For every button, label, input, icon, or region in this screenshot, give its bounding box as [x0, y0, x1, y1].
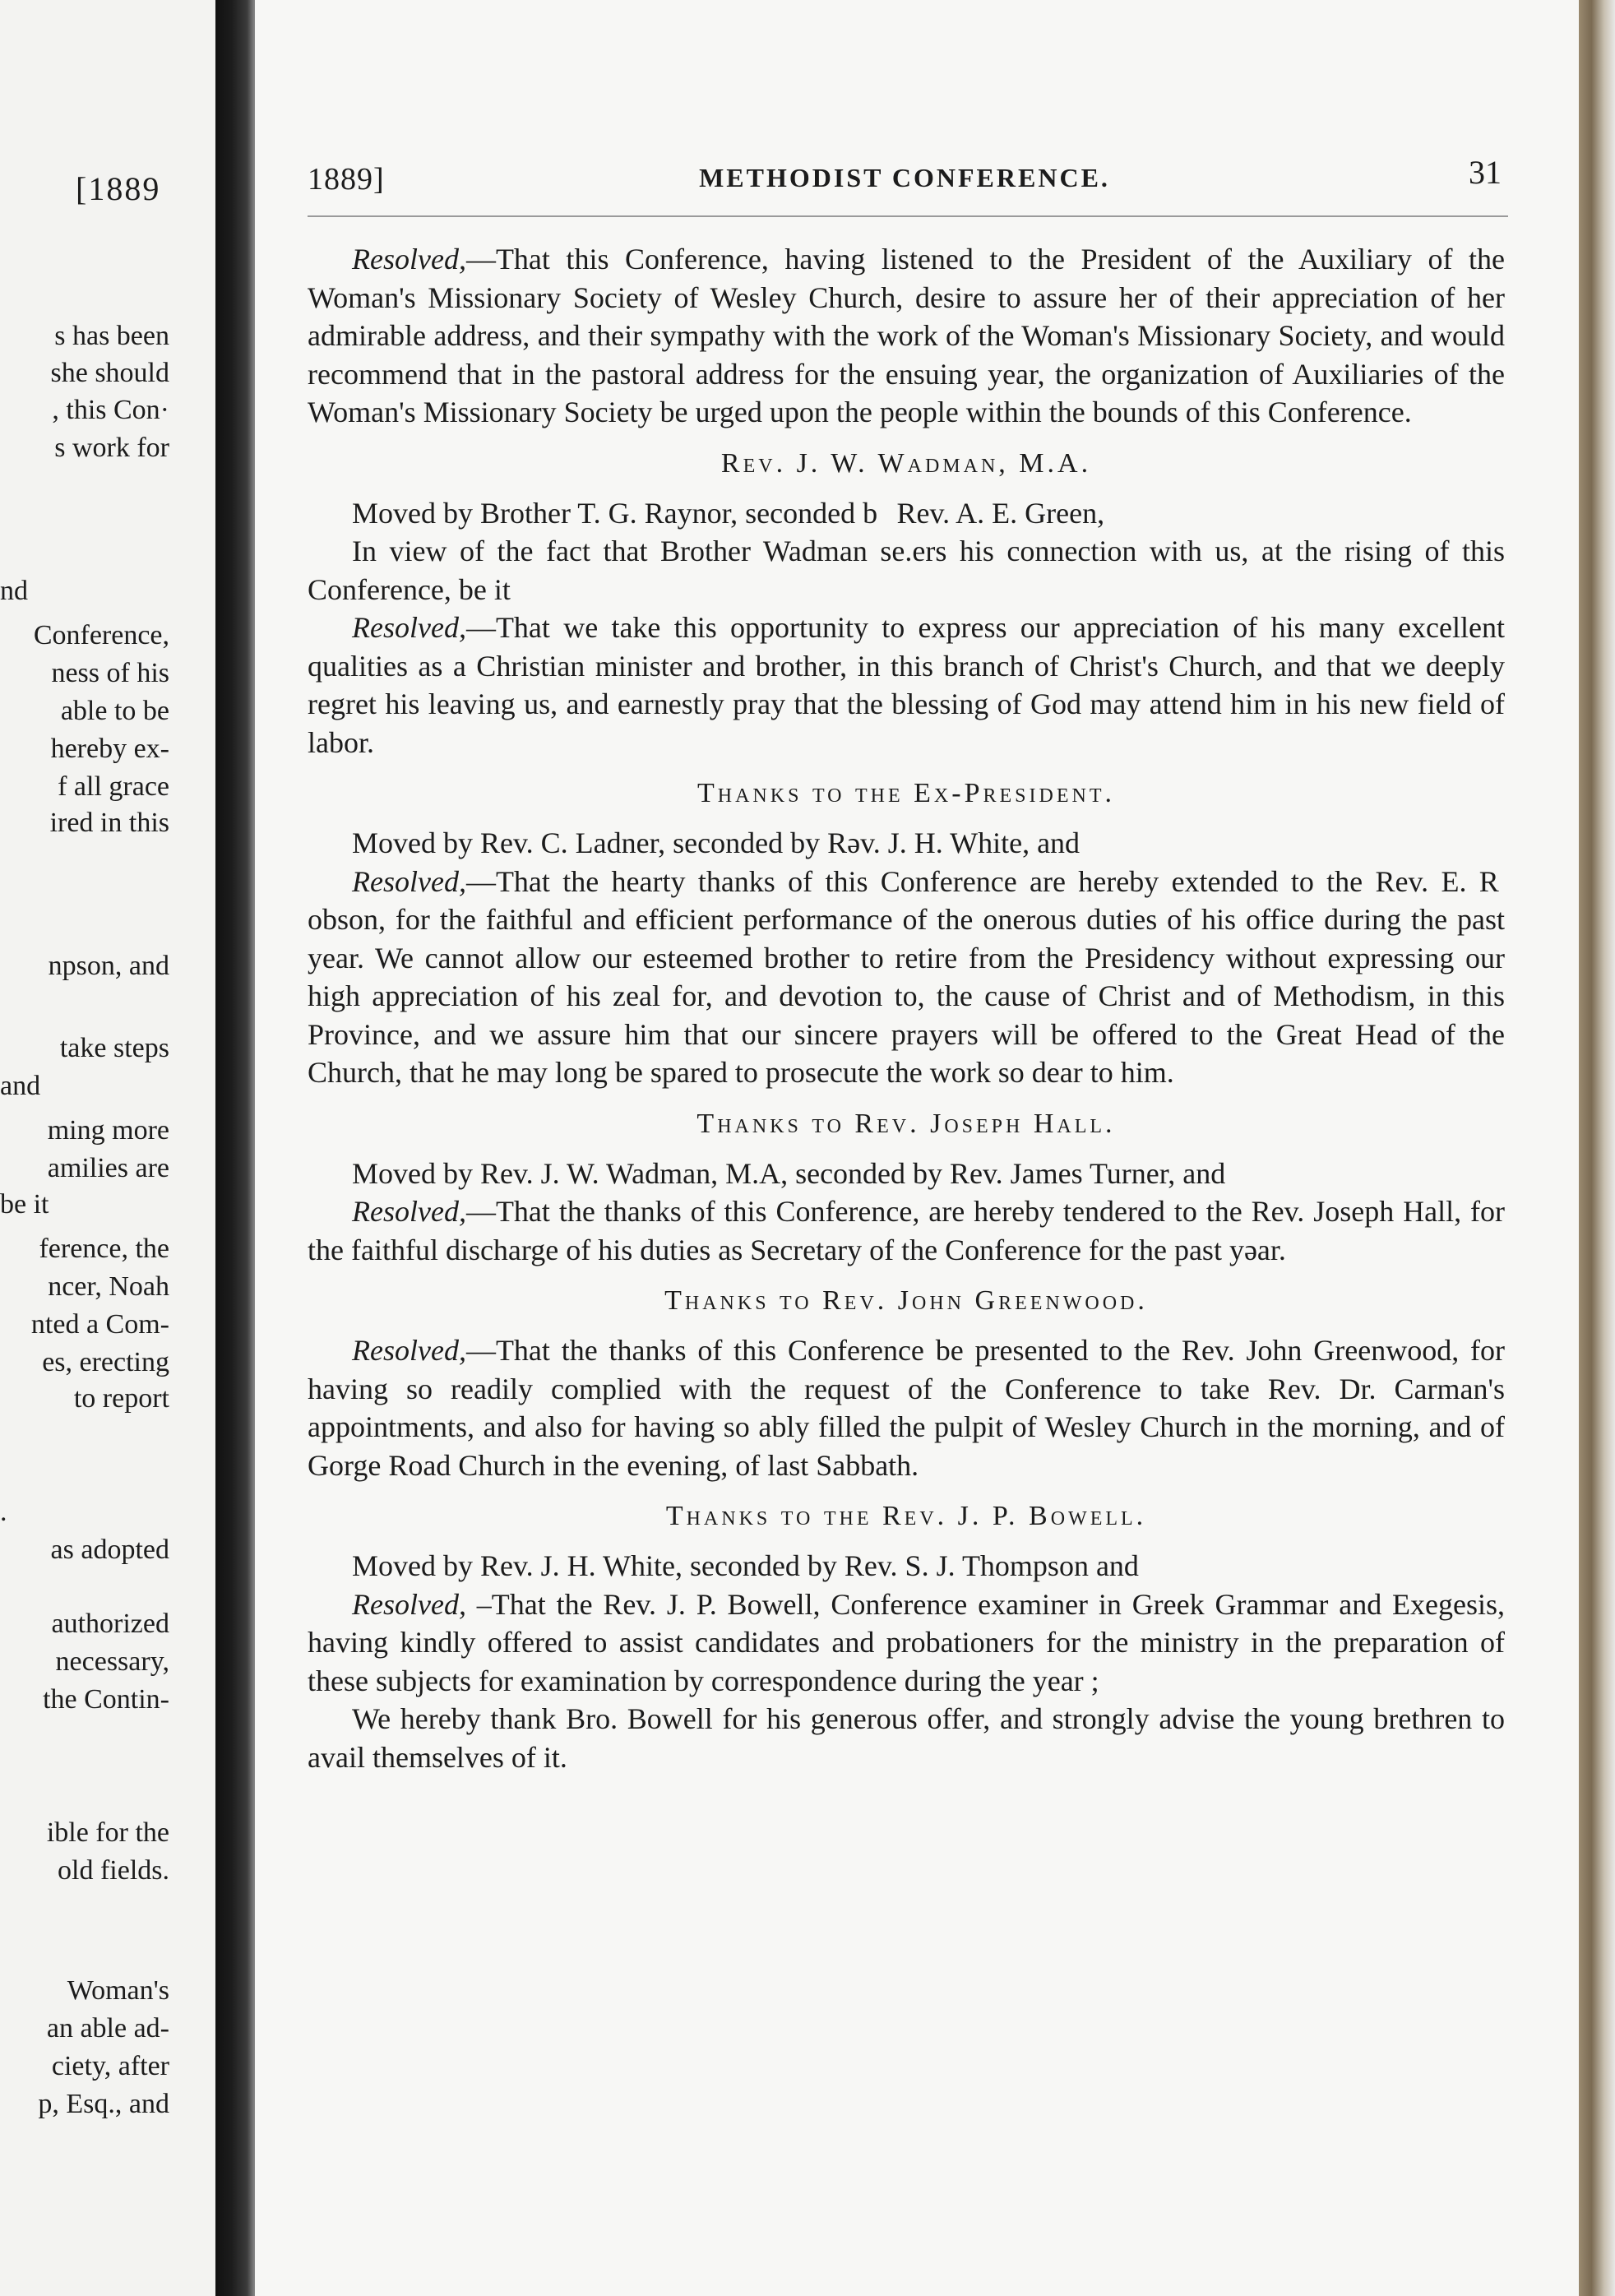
left-page-line: able to be — [60, 696, 169, 726]
section-heading: Thanks to Rev. Joseph Hall. — [696, 1108, 1116, 1139]
paragraph-text: —That the hearty thanks of this Conference are hereby extended to the Rev. E. R obson, for the faithful and efficient performance of the onerous duties of his office during the past year. We cannot allow our esteemed brother to retire from the Presidency without expressing our high appreciation of his zeal for, and devotion to, the cause of Christ and of Methodism, in this Province, and we assure him that our sincere prayers will be offered to the Great Head of the Church, that he may long be spared to prosecute the work so dear to him. — [308, 864, 1505, 1089]
header-year: 1889] — [308, 162, 385, 197]
left-page-line: ired in this — [49, 808, 169, 838]
section-heading: Thanks to the Ex-President. — [697, 778, 1115, 808]
page-number: 31 — [1469, 154, 1502, 191]
paragraph-text: —That we take this opportunity to express our appreciation of his many excellent qualities as a Christian minister and brother, in this branch of Christ's Church, and that we deeply regret his leaving us, and earnestly pray that the blessing of God may attend him in his new field of labor. — [308, 611, 1505, 759]
page-body — [308, 240, 1505, 1776]
page-edge — [1579, 0, 1615, 2296]
left-page-line: es, erecting — [42, 1347, 169, 1377]
paragraph-text: –That the Rev. J. P. Bowell, Conference examiner in Greek Grammar and Exegesis, having kindly offered to assist candidates and probationers for the ministry in the preparation of these subjects for examination by correspondence during the year ; — [308, 1587, 1505, 1697]
section-heading: Thanks to the Rev. J. P. Bowell. — [665, 1501, 1147, 1531]
left-page-line: amilies are — [47, 1153, 169, 1183]
left-page-line: old fields. — [58, 1855, 169, 1886]
left-page-line: nted a Com- — [30, 1309, 169, 1340]
left-page-line: nd — [0, 576, 28, 606]
paragraph — [308, 494, 1505, 533]
left-page-line: ible for the — [46, 1817, 169, 1848]
left-page-line: ness of his — [51, 658, 169, 688]
paragraph-text: —That the thanks of this Conference, are hereby tendered to the Rev. Joseph Hall, for the faithful discharge of his duties as Secretary of the Conference for the past yəar. — [308, 1195, 1505, 1266]
paragraph — [308, 1585, 1505, 1701]
left-page-line: ming more — [47, 1115, 169, 1146]
left-page-line: . — [0, 1497, 7, 1527]
paragraph — [308, 824, 1505, 863]
paragraph-text: We hereby thank Bro. Bowell for his generous offer, and strongly advise the young brethren to avail themselves of it. — [308, 1702, 1505, 1774]
left-page-line: and — [0, 1071, 41, 1101]
left-page-line: an able ad- — [46, 2013, 169, 2044]
left-page-line: to report — [73, 1383, 169, 1414]
paragraph — [308, 240, 1505, 432]
left-page-line: npson, and — [48, 951, 169, 981]
paragraph — [308, 609, 1505, 761]
resolved-lead: Resolved, — [352, 1334, 466, 1367]
paragraph — [308, 1547, 1505, 1585]
left-page-line: she should — [50, 358, 169, 388]
left-page-line: as adopted — [50, 1535, 169, 1565]
paragraph — [308, 1700, 1505, 1776]
left-page-line: hereby ex- — [50, 734, 169, 764]
paragraph — [308, 1155, 1505, 1193]
section-heading: Thanks to Rev. John Greenwood. — [664, 1285, 1148, 1316]
paragraph-text: Moved by Rev. J. H. White, seconded by Rev. S. J. Thompson and — [352, 1549, 1139, 1582]
left-page-line: f all grace — [58, 771, 169, 802]
resolved-lead: Resolved, — [352, 1195, 466, 1228]
section-heading: Rev. J. W. Wadman, M.A. — [720, 447, 1092, 479]
left-page-line: ncer, Noah — [48, 1271, 169, 1302]
left-page-line: necessary, — [55, 1646, 169, 1677]
left-page-line: Woman's — [67, 1975, 169, 2006]
paragraph-text: Moved by Rev. J. W. Wadman, M.A, seconded by Rev. James Turner, and — [352, 1156, 1226, 1190]
right-page — [255, 0, 1587, 2296]
left-page-line: s work for — [54, 433, 169, 463]
resolved-lead: Resolved, — [352, 864, 466, 898]
left-page-line: be it — [0, 1189, 49, 1220]
paragraph — [308, 1192, 1505, 1269]
header-title: METHODIST CONFERENCE. — [699, 163, 1110, 192]
left-page-line: s has been — [54, 321, 169, 351]
resolved-lead: Resolved, — [352, 243, 466, 275]
paragraph — [308, 1331, 1505, 1484]
paragraph-text: Moved by Rev. C. Ladner, seconded by Rəv. J. H. White, and — [352, 826, 1081, 859]
left-page-line: , this Con· — [52, 395, 169, 425]
left-page-line: the Contin- — [43, 1684, 169, 1715]
paragraph-text: In view of the fact that Brother Wadman se.ers his connection with us, at the rising of this Conference, be it — [308, 535, 1505, 606]
header-rule — [308, 215, 1508, 217]
paragraph — [308, 863, 1505, 1092]
resolved-lead: Resolved, — [352, 611, 466, 644]
resolved-lead: Resolved, — [352, 1587, 466, 1621]
left-page-line: Conference, — [33, 620, 169, 650]
running-header — [308, 153, 1502, 197]
left-page-line: p, Esq., and — [38, 2089, 169, 2119]
paragraph-text: Moved by Brother T. G. Raynor, seconded b Rev. A. E. Green, — [352, 496, 1105, 530]
left-page-line: ference, the — [39, 1234, 169, 1264]
paragraph — [308, 532, 1505, 609]
paragraph-text: —That this Conference, having listened to the President of the Auxiliary of the Woman's Missionary Society of Wesley Church, desire to assure her of their appreciation of her admirable address, and their sympathy with the work of the Woman's Missionary Society, and would recommend that in the pastoral address for the ensuing year, the organization of Auxiliaries of the Woman's Missionary Society be urged upon the people within the bounds of this Conference. — [308, 243, 1505, 428]
left-page-line: ciety, after — [51, 2051, 169, 2081]
left-page-line: take steps — [59, 1033, 169, 1063]
left-page-fragment — [0, 0, 215, 2296]
book-gutter — [215, 0, 255, 2296]
left-page-header: [1889 — [76, 170, 161, 207]
paragraph-text: —That the thanks of this Conference be presented to the Rev. John Greenwood, for having so readily complied with the request of the Conference to take Rev. Dr. Carman's appointments, and also for having so ably filled the pulpit of Wesley Church in the morning, and of Gorge Road Church in the evening, of last Sabbath. — [308, 1334, 1505, 1482]
left-page-line: authorized — [51, 1609, 169, 1639]
